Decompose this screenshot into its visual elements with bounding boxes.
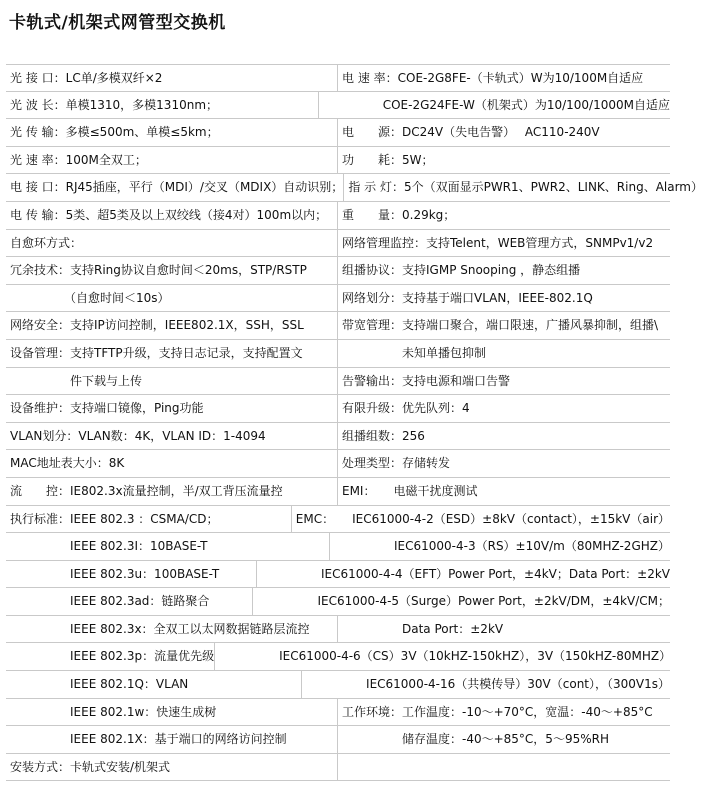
spec-row [6,671,670,699]
spec-cell-left: 光 波 长：单模1310，多模1310nm； [6,92,319,119]
spec-row [6,699,670,727]
spec-row [6,395,670,423]
spec-row [6,533,670,561]
spec-cell-right: 网络划分：支持基于端口VLAN，IEEE-802.1Q [342,290,593,305]
spec-cell-right: 处理类型：存储转发 [342,456,451,471]
spec-cell-left: 执行标准：IEEE 802.3 ：CSMA/CD； [6,506,292,533]
spec-cell-right: Data Port：±2kV [342,621,504,636]
spec-cell-left: IEEE 802.3I：10BASE-T [6,533,330,560]
spec-cell-left: IEEE 802.3x：全双工以太网数据链路层流控 [6,616,338,643]
spec-cell-right: 组播组数：256 [342,428,425,443]
spec-row [6,726,670,754]
spec-cell-right: 网络管理监控：支持Telent，WEB管理方式，SNMPv1/v2 [342,235,654,250]
spec-cell-left: 光 接 口：LC单/多模双纤×2 [6,65,338,91]
spec-cell-right: 带宽管理：支持端口聚合，端口限速，广播风暴抑制，组播\ [342,318,659,333]
spec-row [6,506,670,534]
spec-row [6,64,670,92]
spec-cell-left: IEEE 802.3u：100BASE-T [6,561,257,588]
spec-row [6,643,670,671]
spec-cell-left: 电 传 输：5类、超5类及以上双绞线（接4对）100m以内； [6,202,338,229]
spec-table [6,64,703,781]
spec-cell-right: IEC61000-4-16（共模传导）30V（cont），（300V1s） [306,677,670,692]
spec-cell-left: 光 传 输：多模≤500m、单模≤5km； [6,119,338,146]
spec-cell-right [338,754,670,781]
spec-row [6,340,670,368]
spec-cell-right: IEC61000-4-4（EFT）Power Port，±4kV；Data Port：±2kV [260,566,670,581]
spec-cell-left: MAC地址表大小：8K [6,450,338,477]
spec-row [6,174,703,202]
spec-cell-left: 光 速 率：100M全双工； [6,147,338,174]
spec-cell-left: 流 控：IE802.3x流量控制，半/双工背压流量控 [6,478,338,505]
spec-row [6,202,670,230]
spec-cell-left: 网络安全：支持IP访问控制，IEEE802.1X，SSH，SSL [6,312,338,339]
spec-cell-left: （自愈时间＜10s） [6,285,338,312]
spec-cell-right: IEC61000-4-6（CS）3V（10kHZ-150kHZ），3V（150kHZ-80MHZ） [219,649,672,664]
spec-cell-left: IEEE 802.1w：快速生成树 [6,699,338,726]
spec-row [6,754,670,782]
spec-cell-right: 功 耗：5W； [342,152,434,167]
spec-row [6,450,670,478]
spec-cell-left: 设备管理：支持TFTP升级，支持日志记录，支持配置文 [6,340,338,367]
spec-cell-left: IEEE 802.1Q：VLAN [6,671,302,698]
spec-row [6,588,670,616]
spec-cell-right: 指 示 灯：5个（双面显示PWR1、PWR2、LINK、Ring、Alarm） [348,180,703,195]
spec-cell-left: IEEE 802.1X：基于端口的网络访问控制 [6,726,338,753]
spec-row [6,119,670,147]
spec-row [6,423,670,451]
spec-cell-right: 未知单播包抑制 [342,345,487,360]
spec-cell-left: 自愈环方式： [6,230,338,257]
spec-cell-left: IEEE 802.3ad：链路聚合 [6,588,253,615]
spec-cell-left: 电 接 口：RJ45插座，平行（MDI）/交叉（MDIX）自动识别； [6,174,344,201]
spec-cell-right: 工作环境：工作温度：-10～+70°C，宽温：-40～+85°C [342,704,653,719]
spec-cell-left: IEEE 802.3p：流量优先级 [6,643,215,670]
spec-cell-right: 组播协议：支持IGMP Snooping ，静态组播 [342,263,581,278]
spec-cell-left: 件下载与上传 [6,368,338,395]
spec-row [6,285,670,313]
spec-row [6,92,670,120]
page-title: 卡轨式/机架式网管型交换机 [9,13,226,33]
spec-cell-left: VLAN划分：VLAN数：4K，VLAN ID：1-4094 [6,423,338,450]
spec-cell-left: 安装方式：卡轨式安装/机架式 [6,754,338,781]
spec-cell-right: 电 源：DC24V（失电告警） AC110-240V [342,125,600,140]
spec-cell-right: 有限升级：优先队列：4 [342,401,470,416]
spec-row [6,616,670,644]
spec-row [6,368,670,396]
spec-cell-left: 设备维护：支持端口镜像，Ping功能 [6,395,338,422]
spec-cell-right: 告警输出：支持电源和端口告警 [342,373,511,388]
spec-row [6,230,670,258]
spec-cell-right: 储存温度：-40～+85°C，5～95%RH [342,732,609,747]
spec-row [6,257,670,285]
spec-cell-right: IEC61000-4-3（RS）±10V/m（80MHZ-2GHZ） [334,539,670,554]
spec-cell-right: EMC： IEC61000-4-2（ESD）±8kV（contact），±15kV（air） [295,511,670,526]
spec-cell-right: IEC61000-4-5（Surge）Power Port，±2kV/DM，±4kV/CM； [257,594,670,609]
spec-row [6,312,670,340]
spec-row [6,561,670,589]
spec-cell-left: 冗余技术：支持Ring协议自愈时间＜20ms，STP/RSTP [6,257,338,284]
spec-row [6,147,670,175]
spec-cell-right: 电 速 率：COE-2G8FE-（卡轨式）W为10/100M自适应 [342,71,644,85]
spec-row [6,478,670,506]
spec-cell-right: 重 量：0.29kg； [342,207,456,222]
spec-cell-right: EMI： 电磁干扰度测试 [342,483,478,498]
spec-cell-right: COE-2G24FE-W（机架式）为10/100/1000M自适应 [322,97,670,112]
